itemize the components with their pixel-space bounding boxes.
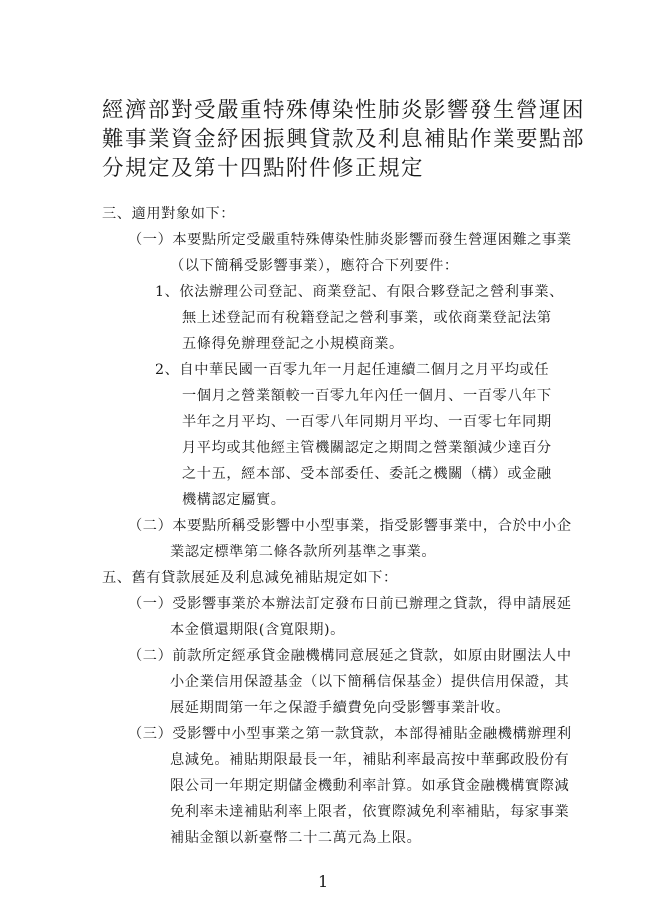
text-line: （以下簡稱受影響事業），應符合下列要件： (170, 258, 459, 274)
text-line: 業認定標準第二條各款所列基準之事業。 (170, 544, 437, 560)
item-heading-5-2: （二）前款所定經承貸金融機構同意展延之貸款，如原由財團法人中 (128, 648, 572, 664)
section-heading-5: 五、舊有貸款展延及利息減免補貼規定如下： (102, 570, 398, 586)
title-line: 經濟部對受嚴重特殊傳染性肺炎影響發生營運困 (102, 98, 586, 123)
item-heading-5-1: （一）受影響事業於本辦法訂定發布日前已辦理之貸款，得申請展延 (128, 596, 572, 612)
text-line: 限公司一年期定期儲金機動利率計算。如承貸金融機構實際減 (170, 778, 570, 794)
document-title (102, 96, 602, 183)
title-line: 難事業資金紓困振興貸款及利息補貼作業要點部 (102, 127, 586, 152)
text-line: 五條得免辦理登記之小規模商業。 (182, 336, 404, 352)
text-line: 補貼金額以新臺幣二十二萬元為上限。 (170, 830, 422, 846)
text-line: 無上述登記而有稅籍登記之營利事業，或依商業登記法第 (182, 310, 552, 326)
item-heading-3-2: （二）本要點所稱受影響中小型事業，指受影響事業中，合於中小企 (128, 518, 572, 534)
title-line: 分規定及第十四點附件修正規定 (102, 156, 425, 181)
text-line: 機構認定屬實。 (182, 492, 286, 508)
text-line: 免利率未達補貼利率上限者，依實際減免利率補貼，每家事業 (170, 804, 570, 820)
page-number: 1 (318, 872, 329, 891)
text-line: 之十五，經本部、受本部委任、委託之機關（構）或金融 (182, 466, 552, 482)
item-heading-3-1: （一）本要點所定受嚴重特殊傳染性肺炎影響而發生營運困難之事業 (128, 232, 572, 248)
sub-item-2: 2、自中華民國一百零九年一月起任連續二個月之月平均或任 (155, 362, 550, 378)
section-heading-3: 三、適用對象如下： (102, 206, 236, 222)
text-line: 本金償還期限(含寬限期)。 (170, 622, 345, 638)
text-line: 息減免。補貼期限最長一年，補貼利率最高按中華郵政股份有 (170, 752, 570, 768)
item-heading-5-3: （三）受影響中小型事業之第一款貸款，本部得補貼金融機構辦理利 (128, 726, 572, 742)
text-line: 小企業信用保證基金（以下簡稱信保基金）提供信用保證，其 (170, 674, 570, 690)
sub-item-1: 1、依法辦理公司登記、商業登記、有限合夥登記之營利事業、 (155, 284, 564, 300)
text-line: 半年之月平均、一百零八年同期月平均、一百零七年同期 (182, 414, 552, 430)
text-line: 月平均或其他經主管機關認定之期間之營業額減少達百分 (182, 440, 552, 456)
text-line: 一個月之營業額較一百零九年內任一個月、一百零八年下 (182, 388, 552, 404)
text-line: 展延期間第一年之保證手續費免向受影響事業計收。 (170, 700, 511, 716)
